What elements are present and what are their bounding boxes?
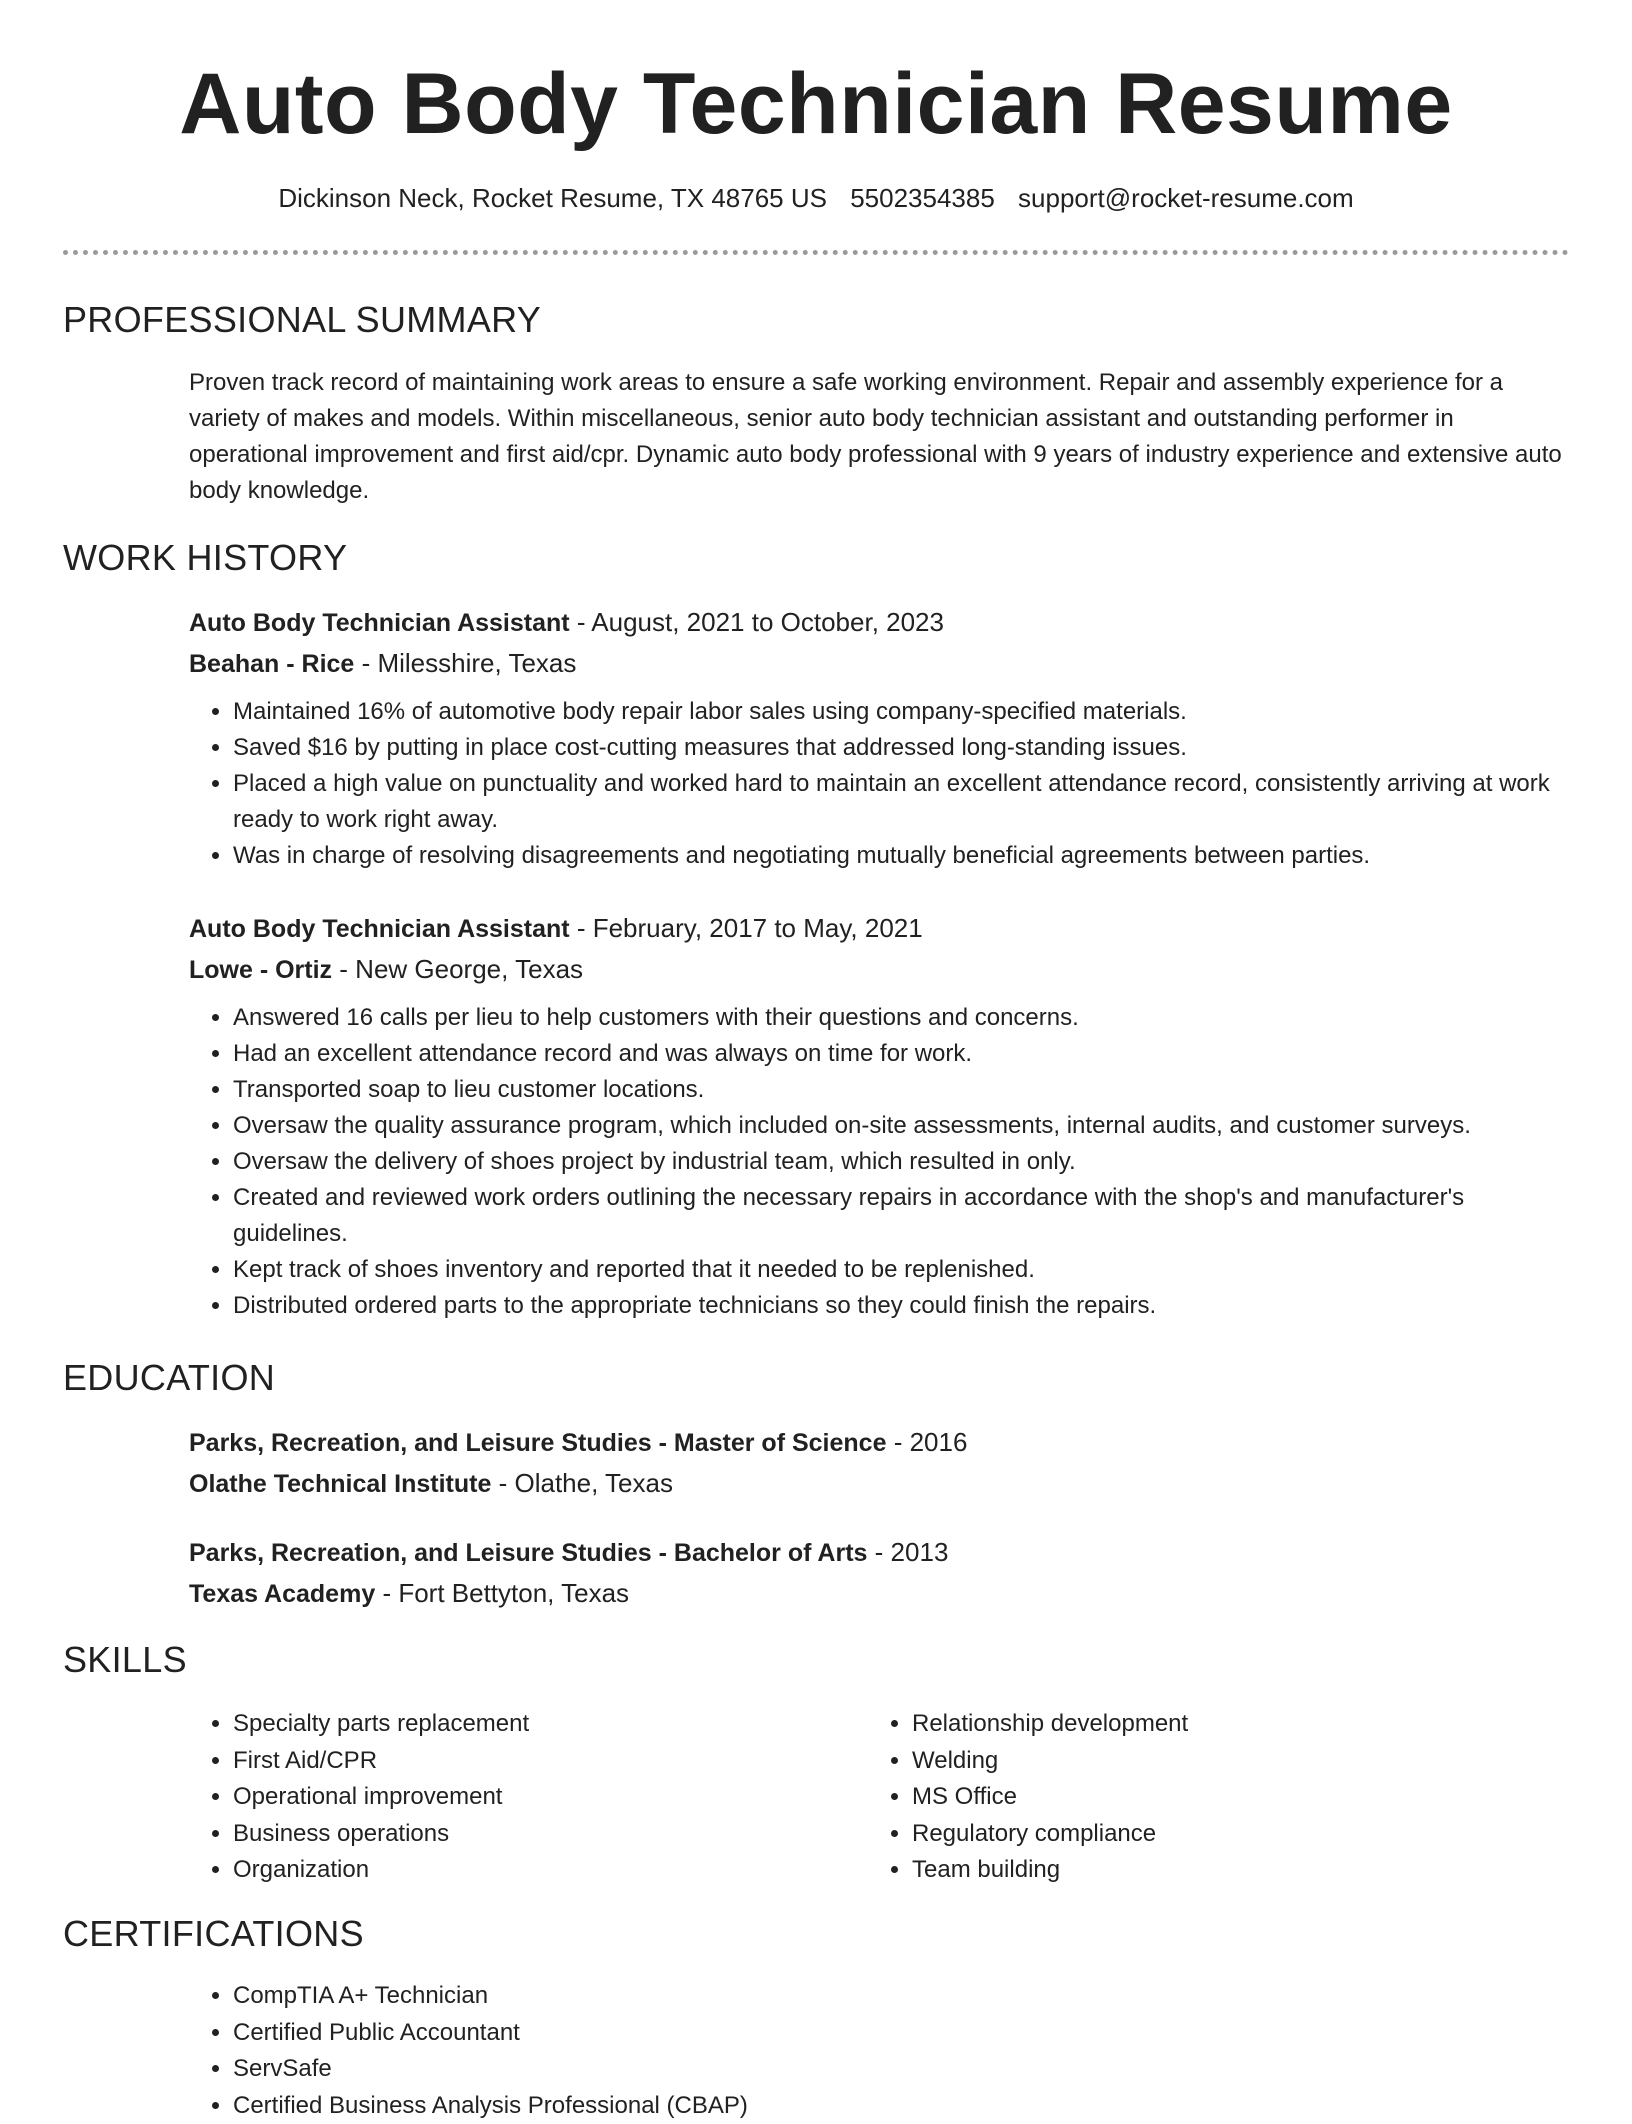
job-bullet: • Kept track of shoes inventory and reported that it needed to be replenished. bbox=[233, 1252, 1569, 1288]
job-company-line bbox=[189, 949, 1569, 990]
summary-text: Proven track record of maintaining work areas to ensure a safe working environment. Repair and assembly experience for a variety of makes and models. Within miscellaneous, senior auto body technician assistant and outstanding performer in operational improvement and first aid/cpr. Dynamic auto body professional with 9 years of industry experience and extensive auto body knowledge. bbox=[189, 369, 1562, 504]
skills-column-right bbox=[868, 1706, 1508, 1889]
job-title-line bbox=[189, 908, 1569, 949]
job-bullet: • Distributed ordered parts to the appropriate technicians so they could finish the repairs. bbox=[233, 1288, 1569, 1324]
job-bullet: • Placed a high value on punctuality and worked hard to maintain an excellent attendance record, consistently arriving at work ready to work right away. bbox=[233, 766, 1569, 838]
education-degree-line bbox=[189, 1422, 1569, 1463]
skill-item: • Regulatory compliance bbox=[912, 1816, 1508, 1853]
education-year: - 2013 bbox=[867, 1537, 949, 1567]
contact-phone: 5502354385 bbox=[850, 183, 995, 213]
job-title: Auto Body Technician Assistant bbox=[189, 609, 570, 637]
job-title-line bbox=[189, 602, 1569, 643]
education-year: - 2016 bbox=[886, 1427, 968, 1457]
section-heading-summary: PROFESSIONAL SUMMARY bbox=[63, 299, 542, 340]
education-school: Texas Academy bbox=[189, 1580, 376, 1608]
skills-column-left bbox=[189, 1706, 829, 1889]
contact-email: support@rocket-resume.com bbox=[1018, 183, 1354, 213]
job-bullet: • Was in charge of resolving disagreements and negotiating mutually beneficial agreements between parties. bbox=[233, 838, 1569, 874]
skill-item: • Business operations bbox=[233, 1816, 829, 1853]
skills-list bbox=[189, 1706, 829, 1889]
education-degree-line bbox=[189, 1532, 1569, 1573]
certification-item: • Certified Business Analysis Professional (CBAP) bbox=[233, 2088, 1189, 2124]
resume-title: Auto Body Technician Resume bbox=[179, 56, 1453, 152]
certifications-block bbox=[189, 1978, 1189, 2124]
certification-item: • Certified Public Accountant bbox=[233, 2015, 1189, 2052]
skill-item: • Specialty parts replacement bbox=[233, 1706, 829, 1743]
skill-item: • Welding bbox=[912, 1743, 1508, 1780]
job-bullet: • Transported soap to lieu customer locations. bbox=[233, 1072, 1569, 1108]
education-degree: Parks, Recreation, and Leisure Studies - Master of Science bbox=[189, 1429, 887, 1457]
skill-item: • First Aid/CPR bbox=[233, 1743, 829, 1780]
education-school: Olathe Technical Institute bbox=[189, 1470, 492, 1498]
section-heading-skills: SKILLS bbox=[63, 1639, 187, 1680]
education-school-line bbox=[189, 1463, 1569, 1504]
job-bullet: • Created and reviewed work orders outlining the necessary repairs in accordance with the shop's and manufacturer's guidelines. bbox=[233, 1180, 1569, 1252]
skill-item: • Organization bbox=[233, 1852, 829, 1889]
job-entry bbox=[189, 602, 1569, 874]
job-company: Lowe - Ortiz bbox=[189, 956, 333, 984]
job-bullet: • Maintained 16% of automotive body repair labor sales using company-specified materials. bbox=[233, 694, 1569, 730]
job-bullet-list bbox=[189, 1000, 1569, 1324]
job-dates: - August, 2021 to October, 2023 bbox=[569, 607, 944, 637]
job-bullet: • Oversaw the quality assurance program, which included on-site assessments, internal audits, and customer surveys. bbox=[233, 1108, 1569, 1144]
education-entry bbox=[189, 1422, 1569, 1504]
job-location: - New George, Texas bbox=[332, 954, 584, 984]
skill-item: • Team building bbox=[912, 1852, 1508, 1889]
header-divider bbox=[63, 250, 1569, 255]
section-heading-work-history: WORK HISTORY bbox=[63, 537, 348, 578]
section-heading-certifications: CERTIFICATIONS bbox=[63, 1913, 364, 1954]
job-entry bbox=[189, 908, 1569, 1324]
skills-list bbox=[868, 1706, 1508, 1889]
job-dates: - February, 2017 to May, 2021 bbox=[569, 913, 923, 943]
education-degree: Parks, Recreation, and Leisure Studies - Bachelor of Arts bbox=[189, 1539, 868, 1567]
certification-item: • ServSafe bbox=[233, 2051, 1189, 2088]
job-bullet: • Saved $16 by putting in place cost-cutting measures that addressed long-standing issues. bbox=[233, 730, 1569, 766]
job-bullet: • Answered 16 calls per lieu to help customers with their questions and concerns. bbox=[233, 1000, 1569, 1036]
skill-item: • Relationship development bbox=[912, 1706, 1508, 1743]
job-company-line bbox=[189, 643, 1569, 684]
contact-address: Dickinson Neck, Rocket Resume, TX 48765 US bbox=[278, 183, 827, 213]
education-entry bbox=[189, 1532, 1569, 1614]
skill-item: • MS Office bbox=[912, 1779, 1508, 1816]
certification-item: • CompTIA A+ Technician bbox=[233, 1978, 1189, 2015]
job-company: Beahan - Rice bbox=[189, 650, 355, 678]
skill-item: • Operational improvement bbox=[233, 1779, 829, 1816]
job-bullet: • Oversaw the delivery of shoes project by industrial team, which resulted in only. bbox=[233, 1144, 1569, 1180]
section-heading-education: EDUCATION bbox=[63, 1357, 276, 1398]
job-bullet: • Had an excellent attendance record and was always on time for work. bbox=[233, 1036, 1569, 1072]
education-school-line bbox=[189, 1573, 1569, 1614]
job-title: Auto Body Technician Assistant bbox=[189, 915, 570, 943]
education-location: - Fort Bettyton, Texas bbox=[375, 1578, 630, 1608]
certifications-list bbox=[189, 1978, 1189, 2124]
education-location: - Olathe, Texas bbox=[491, 1468, 673, 1498]
job-location: - Milesshire, Texas bbox=[354, 648, 577, 678]
contact-line bbox=[0, 180, 1632, 216]
job-bullet-list bbox=[189, 694, 1569, 874]
